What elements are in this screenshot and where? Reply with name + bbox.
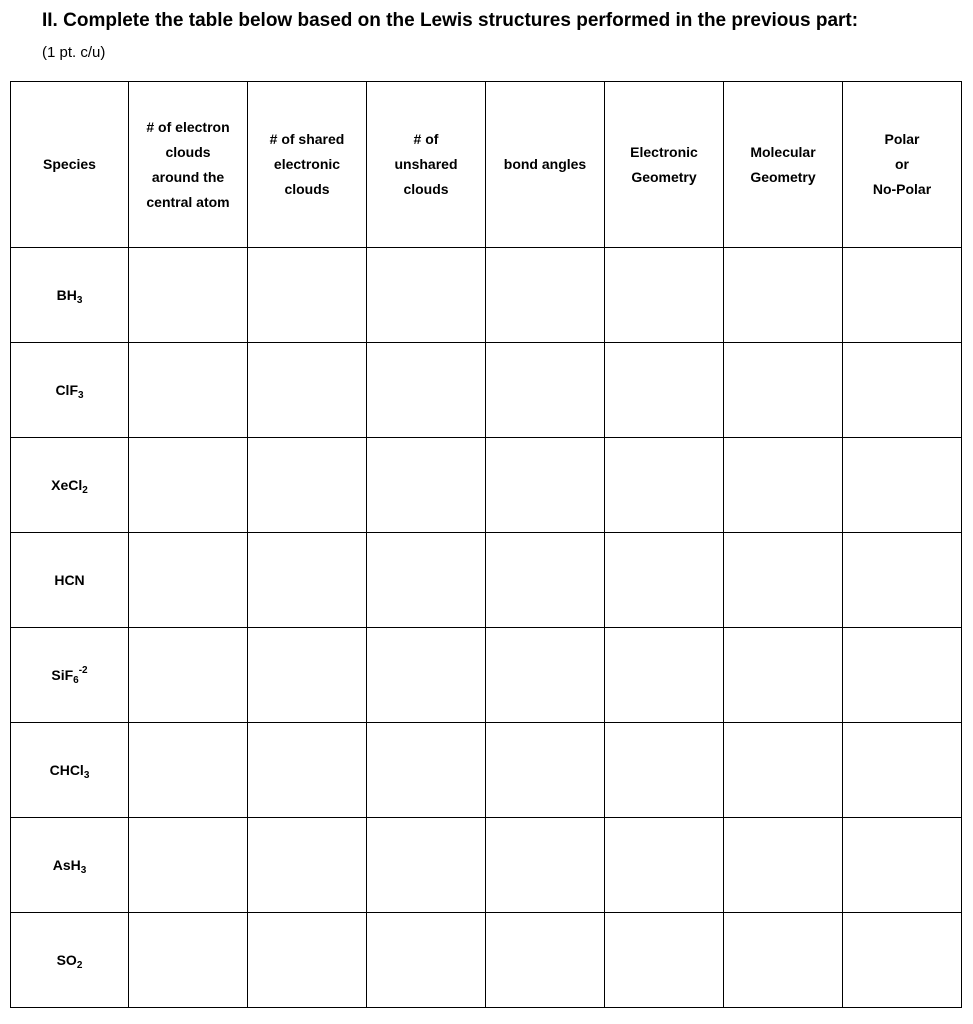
answer-cell[interactable] [724, 818, 843, 913]
table-row [11, 723, 962, 818]
table-body [11, 248, 962, 1008]
header-line: # of [413, 131, 439, 147]
answer-cell[interactable] [486, 343, 605, 438]
answer-cell[interactable] [367, 628, 486, 723]
answer-cell[interactable] [248, 723, 367, 818]
answer-cell[interactable] [724, 913, 843, 1008]
answer-cell[interactable] [129, 248, 248, 343]
lewis-structures-table [10, 81, 962, 1008]
answer-cell[interactable] [724, 533, 843, 628]
header-row [11, 82, 962, 248]
answer-cell[interactable] [724, 628, 843, 723]
answer-cell[interactable] [486, 723, 605, 818]
header-line: central atom [146, 193, 230, 210]
answer-cell[interactable] [605, 628, 724, 723]
table-row [11, 628, 962, 723]
answer-cell[interactable] [843, 533, 962, 628]
answer-cell[interactable] [367, 343, 486, 438]
answer-cell[interactable] [129, 628, 248, 723]
header-line: clouds [284, 181, 330, 197]
header-shared-clouds [248, 82, 367, 248]
answer-cell[interactable] [605, 818, 724, 913]
answer-cell[interactable] [129, 723, 248, 818]
answer-cell[interactable] [367, 818, 486, 913]
species-cell [11, 818, 129, 913]
species-cell [11, 533, 129, 628]
answer-cell[interactable] [367, 723, 486, 818]
answer-cell[interactable] [367, 248, 486, 343]
answer-cell[interactable] [843, 818, 962, 913]
answer-cell[interactable] [367, 913, 486, 1008]
header-line: electronic [273, 156, 341, 172]
header-line: around the [151, 168, 225, 185]
header-line: Polar [884, 131, 920, 147]
table-row [11, 533, 962, 628]
answer-cell[interactable] [486, 533, 605, 628]
table-row [11, 913, 962, 1008]
answer-cell[interactable] [605, 533, 724, 628]
answer-cell[interactable] [843, 343, 962, 438]
answer-cell[interactable] [129, 438, 248, 533]
header-molecular-geometry [724, 82, 843, 248]
header-line: No-Polar [872, 181, 932, 197]
answer-cell[interactable] [129, 343, 248, 438]
header-line: unshared [394, 156, 458, 172]
species-name: SiF$_6^{-2}$ [51, 664, 88, 686]
species-name: ClF$_3$ [55, 381, 84, 401]
answer-cell[interactable] [843, 248, 962, 343]
answer-cell[interactable] [605, 723, 724, 818]
answer-cell[interactable] [248, 913, 367, 1008]
answer-cell[interactable] [486, 818, 605, 913]
header-line: # of shared [269, 131, 345, 147]
species-name: $BH_3$ [56, 286, 83, 306]
header-bond-angles [486, 82, 605, 248]
header-line: clouds [403, 181, 449, 197]
header-species [11, 82, 129, 248]
answer-cell[interactable] [367, 533, 486, 628]
answer-cell[interactable] [724, 723, 843, 818]
answer-cell[interactable] [129, 533, 248, 628]
answer-cell[interactable] [248, 628, 367, 723]
answer-cell[interactable] [724, 248, 843, 343]
page-title: II. Complete the table below based on the Lewis structures performed in the previous part: [42, 10, 859, 31]
header-electron-clouds [129, 82, 248, 248]
answer-cell[interactable] [843, 438, 962, 533]
answer-cell[interactable] [605, 438, 724, 533]
header-line: # of electron [146, 118, 230, 135]
species-cell [11, 248, 129, 343]
header-polarity [843, 82, 962, 248]
header-line: Species [43, 156, 96, 172]
table-row [11, 818, 962, 913]
species-cell [11, 913, 129, 1008]
answer-cell[interactable] [724, 438, 843, 533]
answer-cell[interactable] [248, 533, 367, 628]
species-cell [11, 343, 129, 438]
header-unshared-clouds [367, 82, 486, 248]
header-electronic-geometry [605, 82, 724, 248]
answer-cell[interactable] [129, 818, 248, 913]
answer-cell[interactable] [248, 248, 367, 343]
answer-cell[interactable] [486, 913, 605, 1008]
answer-cell[interactable] [367, 438, 486, 533]
answer-cell[interactable] [248, 343, 367, 438]
species-name: XeCl$_2$ [51, 476, 88, 496]
answer-cell[interactable] [248, 438, 367, 533]
header-line: or [895, 156, 909, 172]
species-cell [11, 628, 129, 723]
species-name: HCN [54, 571, 85, 588]
header-line: bond angles [503, 156, 587, 172]
table-row [11, 248, 962, 343]
answer-cell[interactable] [486, 628, 605, 723]
answer-cell[interactable] [248, 818, 367, 913]
answer-cell[interactable] [605, 343, 724, 438]
species-cell [11, 723, 129, 818]
species-name: $SO_2$ [56, 951, 83, 971]
answer-cell[interactable] [486, 248, 605, 343]
header-line: Geometry [631, 168, 697, 185]
species-cell [11, 438, 129, 533]
table-row [11, 438, 962, 533]
answer-cell[interactable] [724, 343, 843, 438]
header-line: Geometry [750, 168, 816, 185]
answer-cell[interactable] [486, 438, 605, 533]
answer-cell[interactable] [605, 913, 724, 1008]
header-line: clouds [165, 143, 211, 160]
answer-cell[interactable] [843, 913, 962, 1008]
species-name: CHCl$_3$ [49, 761, 90, 781]
answer-cell[interactable] [129, 913, 248, 1008]
points-note: (1 pt. c/u) [42, 44, 106, 61]
answer-cell[interactable] [605, 248, 724, 343]
header-line: Molecular [750, 143, 816, 160]
header-line: Electronic [630, 143, 698, 160]
table-row [11, 343, 962, 438]
species-name: AsH$_3$ [52, 856, 87, 876]
answer-cell[interactable] [843, 723, 962, 818]
answer-cell[interactable] [843, 628, 962, 723]
